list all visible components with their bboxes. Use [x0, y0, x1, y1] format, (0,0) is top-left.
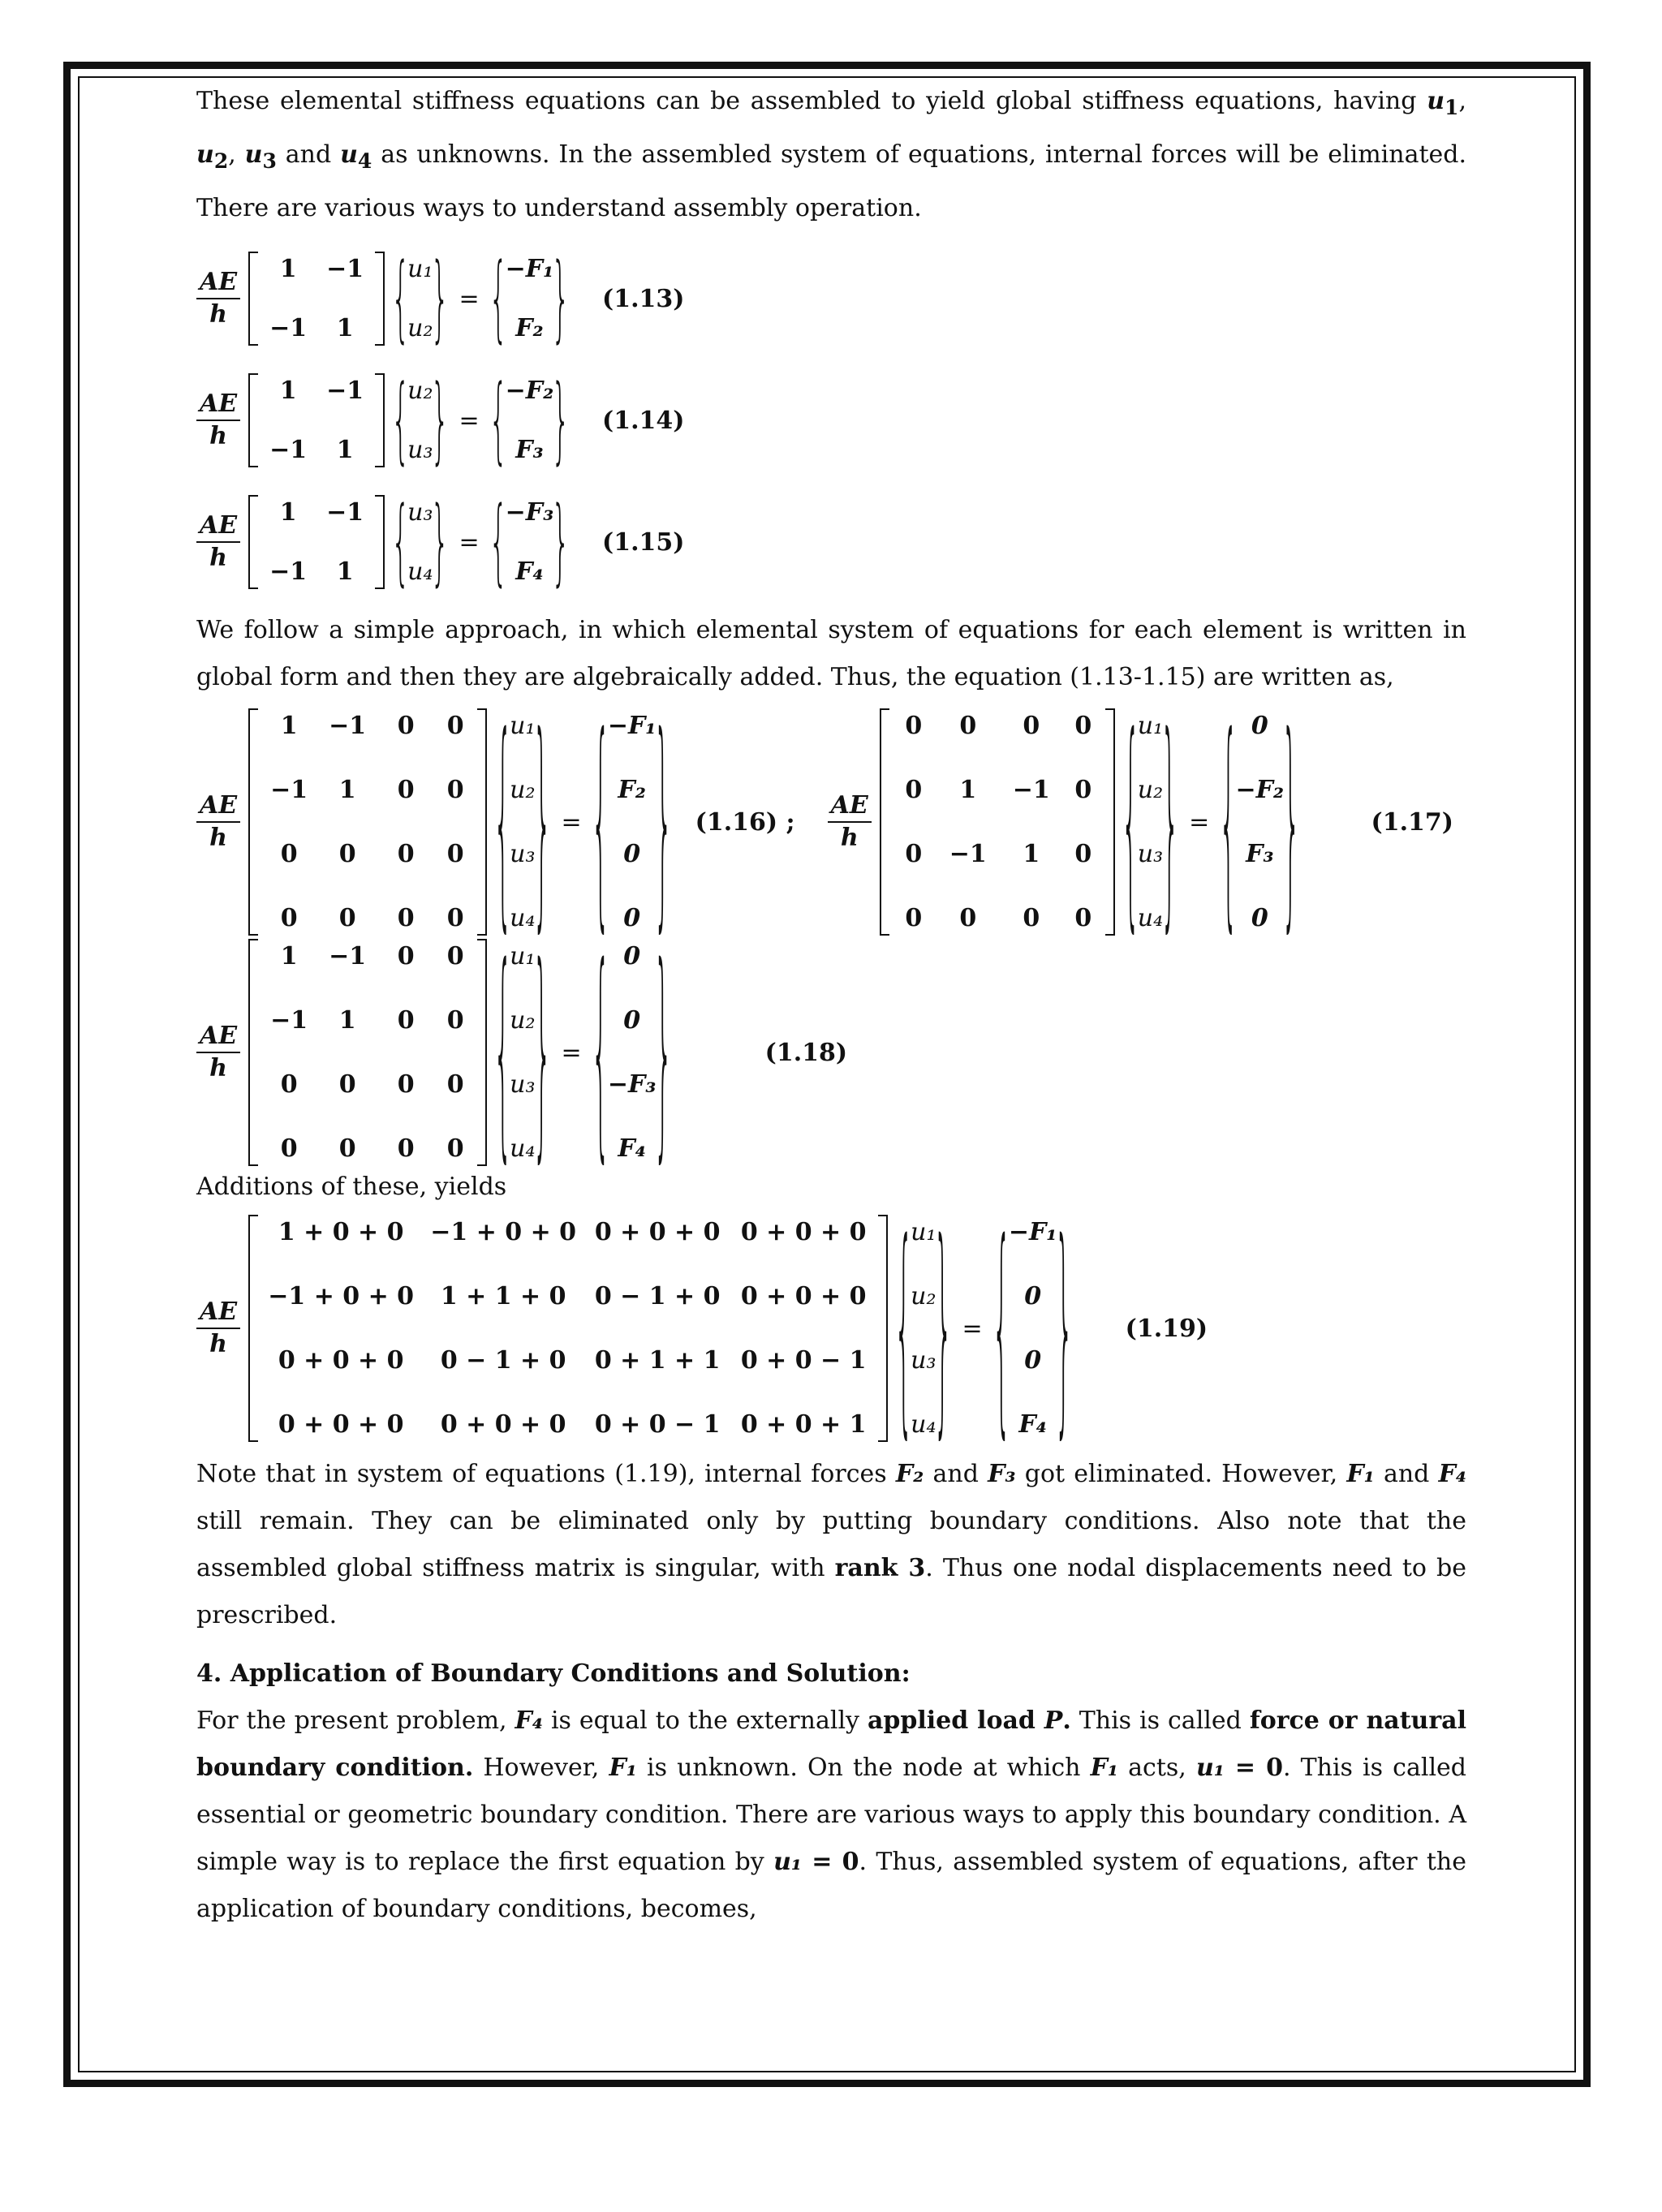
- frac-den: h: [209, 300, 227, 329]
- fraction-ae-over-h: [196, 1298, 240, 1358]
- matrix-cell: 1: [338, 776, 356, 804]
- matrix-cell: 1: [336, 557, 354, 586]
- bold-text: = 0: [1224, 1754, 1283, 1782]
- global-stiffness-matrix: [248, 1215, 888, 1442]
- equations-1-16-1-17: [196, 712, 1466, 932]
- force-vector-1-17: [1219, 708, 1300, 936]
- matrix-cell: 1: [280, 712, 298, 740]
- matrix-cell: 0: [397, 1070, 415, 1099]
- vector-cell: F₂: [618, 776, 646, 804]
- vector-cell: u₃: [1137, 840, 1164, 868]
- frac-num: AE: [828, 792, 872, 823]
- vector-cell: u₃: [510, 1070, 536, 1099]
- vector-cell: { u₂: [407, 377, 433, 405]
- var-u1: u₁: [773, 1848, 803, 1876]
- vector-cell: F₂: [515, 314, 544, 342]
- matrix-cell: 1: [1023, 840, 1040, 868]
- matrix-cell: 0: [397, 942, 415, 970]
- matrix-cell: 0: [397, 776, 415, 804]
- vector-cell: 0: [1024, 1346, 1042, 1375]
- text: Note that in system of equations (1.19), internal forces: [196, 1460, 896, 1488]
- equals-sign: =: [561, 807, 582, 837]
- matrix-cell: 1: [959, 776, 977, 804]
- frac-den: h: [209, 1054, 227, 1082]
- frac-num: AE: [196, 1022, 240, 1053]
- matrix-cell: 0: [905, 712, 923, 740]
- vector-cell: { u₁: [911, 1218, 936, 1246]
- fraction-ae-over-h: [828, 792, 872, 852]
- text: For the present problem,: [196, 1706, 515, 1735]
- equation-1-15: [196, 497, 1466, 587]
- text: . This is called essential or geometric boundary condition. There are various ways to apply this boundary condition. A simple way is to replace the first equation by: [196, 1754, 1466, 1876]
- matrix-cell: 0: [446, 712, 464, 740]
- matrix-cell: 1: [336, 436, 354, 464]
- vector-cell: u₄: [510, 904, 536, 932]
- text: However,: [473, 1754, 609, 1782]
- equation-number: (1.18): [764, 1038, 848, 1067]
- subscript: 2: [213, 149, 229, 173]
- vector-cell: F₄: [515, 557, 544, 586]
- matrix-cell: −1: [269, 436, 308, 464]
- vector-cell: u₃: [911, 1346, 936, 1375]
- matrix-cell: −1: [269, 557, 308, 586]
- stiffness-matrix: [248, 373, 385, 467]
- matrix-cell: 0: [1023, 904, 1040, 932]
- displacement-vector-1-18: [493, 939, 551, 1166]
- vector-cell: F₄: [1018, 1410, 1047, 1439]
- text: This is called: [1070, 1706, 1250, 1735]
- matrix-cell: −1: [270, 776, 308, 804]
- matrix-cell: −1: [270, 1006, 308, 1035]
- matrix-cell: 0: [1074, 712, 1092, 740]
- matrix-cell: 0 + 0 + 0: [278, 1346, 404, 1375]
- matrix-cell: 0 + 0 − 1: [740, 1346, 867, 1375]
- matrix-cell: 0: [446, 1006, 464, 1035]
- text: and: [276, 140, 341, 169]
- equals-sign: =: [561, 1038, 582, 1067]
- matrix-cell: −1: [326, 498, 364, 527]
- matrix-cell: 1: [279, 255, 297, 283]
- paragraph-assembly-intro: [196, 78, 1466, 232]
- paragraph-approach: We follow a simple approach, in which elemental system of equations for each element is written in global form and then they are algebraically added. Thus, the equation (1.13-1.15) are written as,: [196, 616, 1466, 691]
- matrix-cell: 0: [338, 1070, 356, 1099]
- matrix-cell: 0 + 0 + 0: [278, 1410, 404, 1439]
- matrix-cell: −1: [326, 255, 364, 283]
- text: and: [1374, 1460, 1439, 1488]
- text: These elemental stiffness equations can be assembled to yield global stiffness equations, having: [196, 87, 1427, 115]
- paragraph-boundary-conditions: [196, 1698, 1466, 1933]
- matrix-cell: 0: [1074, 840, 1092, 868]
- frac-num: AE: [196, 269, 240, 299]
- matrix-cell: 0: [397, 904, 415, 932]
- matrix-cell: 1: [336, 314, 354, 342]
- matrix-cell: 1 + 1 + 0: [440, 1282, 566, 1310]
- vector-cell: F₃: [1246, 840, 1274, 868]
- vector-cell: u₃: [510, 840, 536, 868]
- var-u: u: [244, 140, 263, 169]
- matrix-cell: 0 + 0 + 1: [740, 1410, 867, 1439]
- text: ,: [228, 140, 245, 169]
- equation-1-13: [196, 253, 1466, 344]
- matrix-cell: 0: [446, 840, 464, 868]
- vector-cell: 0: [1024, 1282, 1042, 1310]
- matrix-cell: 1: [279, 377, 297, 405]
- equation-number: (1.16) ;: [695, 807, 795, 837]
- matrix-cell: 0: [397, 840, 415, 868]
- vector-cell: u₄: [911, 1410, 936, 1439]
- text: is equal to the externally: [543, 1706, 868, 1735]
- matrix-cell: −1 + 0 + 0: [430, 1218, 577, 1246]
- stiffness-matrix-1-16: [248, 708, 487, 936]
- frac-num: AE: [196, 792, 240, 823]
- paragraph-note: [196, 1451, 1466, 1639]
- matrix-cell: 1: [279, 498, 297, 527]
- var-f1: F₁: [609, 1754, 637, 1782]
- text: . Thus one nodal displacements need to be prescribed.: [196, 1554, 1466, 1629]
- displacement-vector-1-17: [1122, 708, 1179, 936]
- equals-sign: =: [962, 1314, 983, 1343]
- fraction-ae-over-h: [196, 1022, 240, 1082]
- matrix-cell: 0: [1074, 776, 1092, 804]
- frac-num: AE: [196, 390, 240, 421]
- vector-cell: { u₁: [1137, 712, 1164, 740]
- var-f4: F₄: [515, 1706, 543, 1735]
- equation-number: (1.15): [602, 527, 685, 557]
- vector-cell: u₄: [510, 1134, 536, 1163]
- vector-cell: F₄: [618, 1134, 646, 1163]
- equation-number: (1.17): [1371, 807, 1453, 837]
- matrix-cell: 0 + 0 − 1: [594, 1410, 721, 1439]
- frac-den: h: [840, 824, 859, 852]
- text: acts,: [1118, 1754, 1196, 1782]
- fraction-ae-over-h: [196, 792, 240, 852]
- force-vector-1-18: [592, 939, 673, 1166]
- displacement-vector: [391, 495, 449, 589]
- equals-sign: =: [459, 527, 480, 557]
- equals-sign: =: [459, 284, 480, 313]
- bold-text: applied load: [867, 1706, 1044, 1735]
- var-u1: u₁: [1195, 1754, 1225, 1782]
- bold-text: = 0: [802, 1848, 859, 1876]
- matrix-cell: 0: [338, 840, 356, 868]
- matrix-cell: 0 + 0 + 0: [594, 1218, 721, 1246]
- subscript: 1: [1445, 96, 1459, 119]
- equation-1-14: [196, 375, 1466, 466]
- var-f1: F₁: [1346, 1460, 1375, 1488]
- matrix-cell: 0 + 1 + 1: [594, 1346, 721, 1375]
- vector-cell: { u₁: [510, 942, 536, 970]
- equation-number: (1.14): [602, 406, 685, 435]
- vector-cell: { −F₁: [1008, 1218, 1057, 1246]
- rank-bold: rank 3: [834, 1554, 926, 1582]
- var-f1: F₁: [1090, 1754, 1119, 1782]
- page-content: [196, 78, 1466, 1933]
- var-f2: F₂: [895, 1460, 924, 1488]
- var-u: u: [340, 140, 358, 169]
- matrix-cell: 0: [446, 904, 464, 932]
- matrix-cell: 0: [280, 1070, 298, 1099]
- bold-text: .: [1062, 1706, 1071, 1735]
- vector-cell: u₂: [911, 1282, 936, 1310]
- vector-cell: −F₃: [607, 1070, 657, 1099]
- stiffness-matrix-1-18: [248, 939, 487, 1166]
- stiffness-matrix: [248, 495, 385, 589]
- matrix-cell: 0: [397, 1134, 415, 1163]
- matrix-cell: 0: [446, 1134, 464, 1163]
- vector-cell: 0: [623, 840, 641, 868]
- vector-cell: { u₁: [407, 255, 433, 283]
- matrix-cell: −1: [329, 712, 367, 740]
- var-f4: F₄: [1438, 1460, 1467, 1488]
- equals-sign: =: [1189, 807, 1210, 837]
- text: got eliminated. However,: [1015, 1460, 1347, 1488]
- equation-number: (1.13): [602, 284, 685, 313]
- matrix-cell: −1 + 0 + 0: [268, 1282, 415, 1310]
- matrix-cell: 0: [905, 776, 923, 804]
- displacement-vector-1-19: [894, 1215, 952, 1442]
- matrix-cell: −1: [329, 942, 367, 970]
- equation-number: (1.19): [1125, 1314, 1208, 1343]
- vector-cell: F₃: [515, 436, 544, 464]
- frac-den: h: [209, 1330, 227, 1358]
- fraction-ae-over-h: [196, 390, 240, 450]
- equation-1-19: [196, 1219, 1466, 1438]
- fraction-ae-over-h: [196, 512, 240, 572]
- vector-cell: { 0: [623, 942, 641, 970]
- vector-cell: { u₃: [407, 498, 433, 527]
- matrix-cell: 0: [280, 840, 298, 868]
- frac-den: h: [209, 422, 227, 450]
- matrix-cell: 0: [280, 904, 298, 932]
- vector-cell: u₄: [407, 557, 433, 586]
- vector-cell: 0: [623, 1006, 641, 1035]
- matrix-cell: 0: [397, 712, 415, 740]
- bold-text: force or natural boundary condition.: [196, 1706, 1467, 1782]
- matrix-cell: 1: [280, 942, 298, 970]
- text: still remain. They can be eliminated only by putting boundary conditions. Also note that the assembled global stiffness matrix is singular, with: [196, 1507, 1466, 1582]
- vector-cell: u₄: [1137, 904, 1164, 932]
- vector-cell: u₂: [407, 314, 433, 342]
- frac-den: h: [209, 544, 227, 572]
- text: as unknowns. In the assembled system of equations, internal forces will be eliminated. There are various ways to understand assembly operation.: [196, 140, 1467, 222]
- subscript: 3: [262, 149, 277, 173]
- matrix-cell: 0: [446, 1070, 464, 1099]
- matrix-cell: −1: [1012, 776, 1050, 804]
- matrix-cell: 0: [1074, 904, 1092, 932]
- matrix-cell: 0: [446, 776, 464, 804]
- matrix-cell: 0: [905, 904, 923, 932]
- matrix-cell: 0: [905, 840, 923, 868]
- vector-cell: { −F₁: [607, 712, 657, 740]
- vector-cell: u₂: [510, 776, 536, 804]
- vector-cell: u₂: [510, 1006, 536, 1035]
- text: is unknown. On the node at which: [636, 1754, 1091, 1782]
- var-p: P: [1044, 1706, 1063, 1735]
- stiffness-matrix: [248, 252, 385, 346]
- matrix-cell: −1: [269, 314, 308, 342]
- matrix-cell: 0: [446, 942, 464, 970]
- text: ,: [1458, 87, 1466, 115]
- matrix-cell: −1: [326, 377, 364, 405]
- frac-den: h: [209, 824, 227, 852]
- var-f3: F₃: [988, 1460, 1016, 1488]
- matrix-cell: 1 + 0 + 0: [278, 1218, 404, 1246]
- matrix-cell: 0 + 0 + 0: [440, 1410, 566, 1439]
- vector-cell: { −F₂: [505, 377, 554, 405]
- matrix-cell: 0 − 1 + 0: [594, 1282, 721, 1310]
- fraction-ae-over-h: [196, 269, 240, 329]
- matrix-cell: 0: [397, 1006, 415, 1035]
- text: and: [924, 1460, 988, 1488]
- frac-num: AE: [196, 512, 240, 543]
- vector-cell: u₃: [407, 436, 433, 464]
- vector-cell: { −F₃: [505, 498, 554, 527]
- vector-cell: { u₁: [510, 712, 536, 740]
- force-vector-1-19: [992, 1215, 1074, 1442]
- equals-sign: =: [459, 406, 480, 435]
- matrix-cell: 0: [959, 904, 977, 932]
- frac-num: AE: [196, 1298, 240, 1329]
- text: . Thus, assembled system of equations, after the application of boundary conditions, becomes,: [196, 1848, 1466, 1923]
- matrix-cell: 0 − 1 + 0: [440, 1346, 566, 1375]
- vector-cell: u₂: [1137, 776, 1164, 804]
- matrix-cell: 0: [1023, 712, 1040, 740]
- vector-cell: { −F₁: [505, 255, 554, 283]
- matrix-cell: 0: [338, 904, 356, 932]
- matrix-cell: −1: [949, 840, 987, 868]
- vector-cell: { 0: [1251, 712, 1268, 740]
- matrix-cell: 1: [338, 1006, 356, 1035]
- section-heading: 4. Application of Boundary Conditions and Solution:: [196, 1659, 911, 1688]
- matrix-cell: 0 + 0 + 0: [740, 1218, 867, 1246]
- paragraph-additions: Additions of these, yields: [196, 1173, 507, 1201]
- matrix-cell: 0 + 0 + 0: [740, 1282, 867, 1310]
- vector-cell: 0: [623, 904, 641, 932]
- var-u: u: [1427, 87, 1445, 115]
- matrix-cell: 0: [280, 1134, 298, 1163]
- matrix-cell: 0: [338, 1134, 356, 1163]
- equation-1-18: [196, 943, 1466, 1162]
- vector-cell: 0: [1251, 904, 1268, 932]
- var-u: u: [196, 140, 214, 169]
- matrix-cell: 0: [959, 712, 977, 740]
- vector-cell: −F₂: [1235, 776, 1285, 804]
- subscript: 4: [357, 149, 372, 173]
